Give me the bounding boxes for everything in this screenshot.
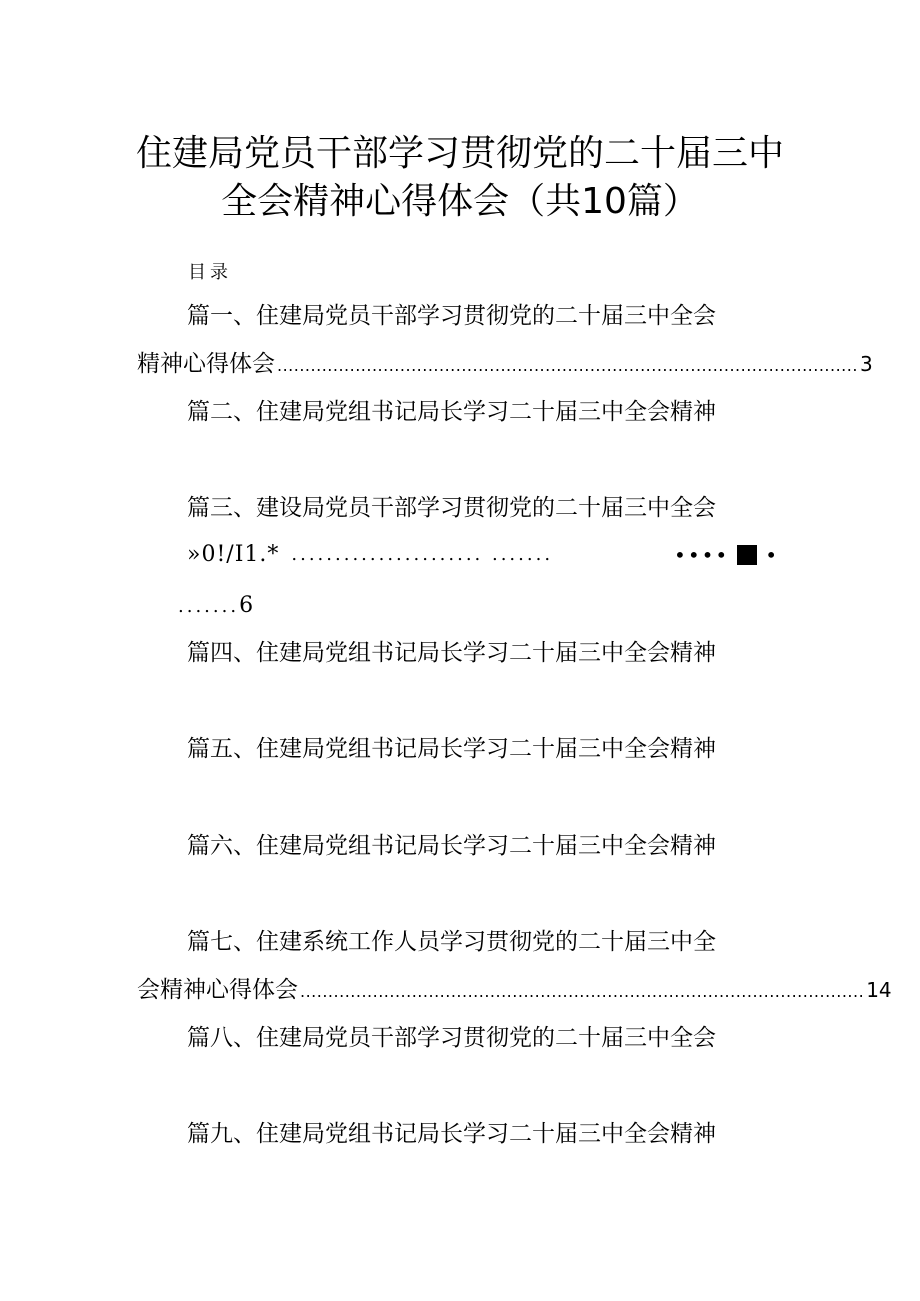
toc-entry-7-text: 会精神心得体会 (137, 977, 298, 1003)
toc-entry-3-page-number: 6 (239, 593, 254, 618)
toc-entry-1-text: 精神心得体会 (137, 351, 275, 377)
toc-entry-1-line-2[interactable] (137, 350, 873, 380)
toc-entry-1-page-number: 3 (859, 352, 873, 376)
toc-entry-3-heavy-dots: •••• (674, 543, 730, 567)
document-title-line-1: 住建局党员干部学习贯彻党的二十届三中 (135, 133, 784, 174)
document-title-line-2: 全会精神心得体会（共10篇） (221, 181, 699, 222)
toc-entry-3-garbled-text: »0!/I1.* (187, 542, 280, 567)
toc-entry-3-line-1[interactable]: 篇三、建设局党员干部学习贯彻党的二十届三中全会 (187, 495, 716, 521)
toc-entry-3-line-3 (178, 592, 253, 621)
black-square-icon (737, 545, 757, 565)
toc-label: 目录 (188, 262, 232, 283)
toc-entry-1-line-1[interactable]: 篇一、住建局党员干部学习贯彻党的二十届三中全会 (187, 303, 716, 329)
toc-entry-7-page-number: 14 (866, 978, 892, 1002)
toc-entry-5[interactable]: 篇五、住建局党组书记局长学习二十届三中全会精神 (187, 736, 716, 762)
toc-entry-3-garbled-line (187, 541, 779, 569)
toc-entry-9[interactable]: 篇九、住建局党组书记局长学习二十届三中全会精神 (187, 1121, 716, 1147)
toc-entry-7-line-2[interactable] (137, 976, 892, 1006)
toc-entry-4[interactable]: 篇四、住建局党组书记局长学习二十届三中全会精神 (187, 640, 716, 666)
toc-entry-8[interactable]: 篇八、住建局党员干部学习贯彻党的二十届三中全会 (187, 1025, 716, 1051)
toc-entry-6[interactable]: 篇六、住建局党组书记局长学习二十届三中全会精神 (187, 833, 716, 859)
toc-entry-1-leader: ........................................................................................................ (277, 356, 858, 375)
toc-entry-3-line-3-dots: ....... (178, 596, 240, 617)
toc-entry-7-line-1[interactable]: 篇七、住建系统工作人员学习贯彻党的二十届三中全 (187, 929, 716, 955)
toc-entry-3-tail-dot: • (765, 543, 779, 567)
toc-entry-2[interactable]: 篇二、住建局党组书记局长学习二十届三中全会精神 (187, 399, 716, 425)
toc-entry-7-leader: ..................................................................................................... (300, 982, 865, 1001)
toc-entry-3-garbled-dots: ...................... ....... (291, 544, 554, 565)
